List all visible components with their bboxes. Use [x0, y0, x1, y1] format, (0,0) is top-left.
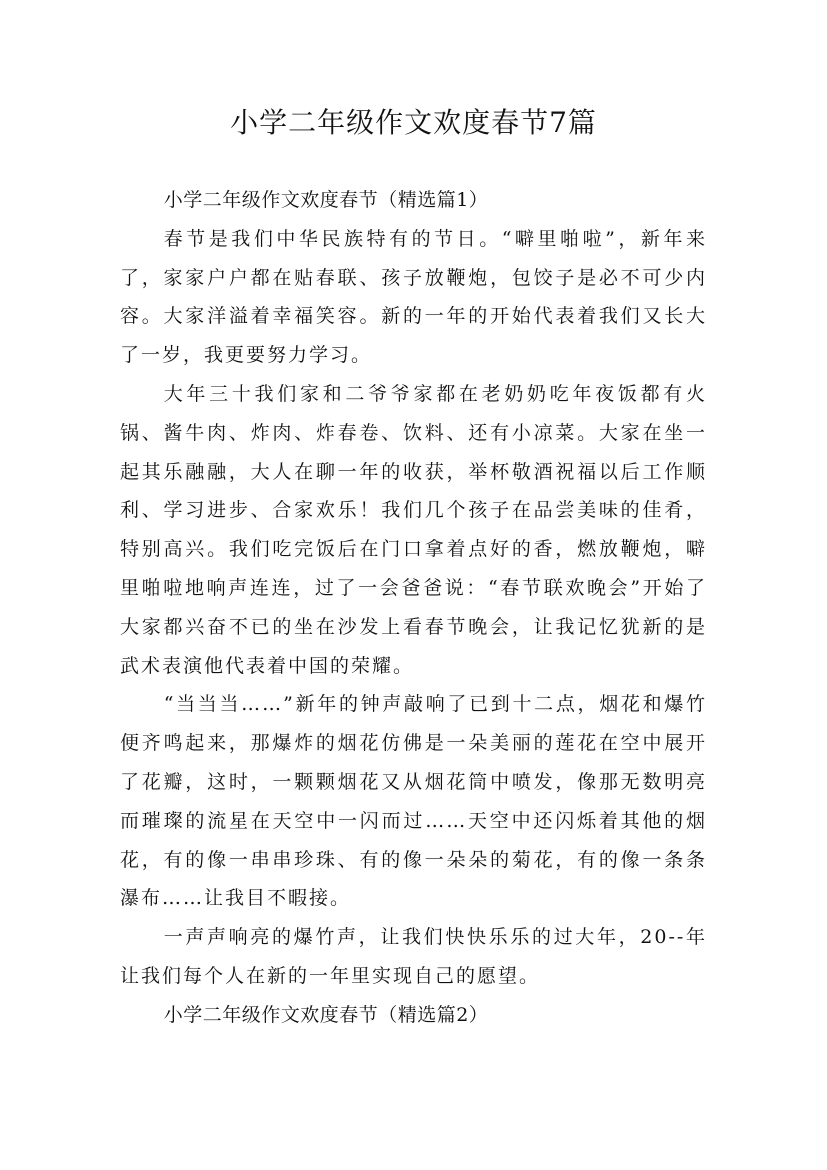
- document-title: 小学二年级作文欢度春节7篇: [230, 106, 597, 139]
- paragraph-3: “当当当……”新年的钟声敲响了已到十二点，烟花和爆竹便齐鸣起来，那爆炸的烟花仿佛是一朵美丽的莲花在空中展开了花瓣，这时，一颗颗烟花又从烟花筒中喷发，像那无数明亮而璀璨的流星在天空中一闪而过……天空中还闪烁着其他的烟花，有的像一串串珍珠、有的像一朵朵的菊花，有的像一条条瀑布……让我目不暇接。: [120, 693, 707, 910]
- section-heading-2: 小学二年级作文欢度春节（精选篇2）: [163, 1003, 489, 1026]
- section-heading-1: 小学二年级作文欢度春节（精选篇1）: [163, 189, 489, 211]
- paragraph-4: 一声声响亮的爆竹声，让我们快快乐乐的过大年，20--年让我们每个人在新的一年里实现自己的愿望。: [120, 926, 707, 987]
- paragraph-1: 春节是我们中华民族特有的节日。“噼里啪啦”，新年来了，家家户户都在贴春联、孩子放鞭炮，包饺子是必不可少内容。大家洋溢着幸福笑容。新的一年的开始代表着我们又长大了一岁，我更要努力学习。: [120, 227, 707, 367]
- document-body: [120, 181, 707, 1035]
- paragraph-2: 大年三十我们家和二爷爷家都在老奶奶吃年夜饭都有火锅、酱牛肉、炸肉、炸春卷、饮料、还有小凉菜。大家在坐一起其乐融融，大人在聊一年的收获，举杯敬酒祝福以后工作顺利、学习进步、合家欢乐！我们几个孩子在品尝美味的佳肴，特别高兴。我们吃完饭后在门口拿着点好的香，燃放鞭炮，噼里啪啦地响声连连，过了一会爸爸说：“春节联欢晚会”开始了大家都兴奋不已的坐在沙发上看春节晚会，让我记忆犹新的是武术表演他代表着中国的荣耀。: [120, 382, 707, 677]
